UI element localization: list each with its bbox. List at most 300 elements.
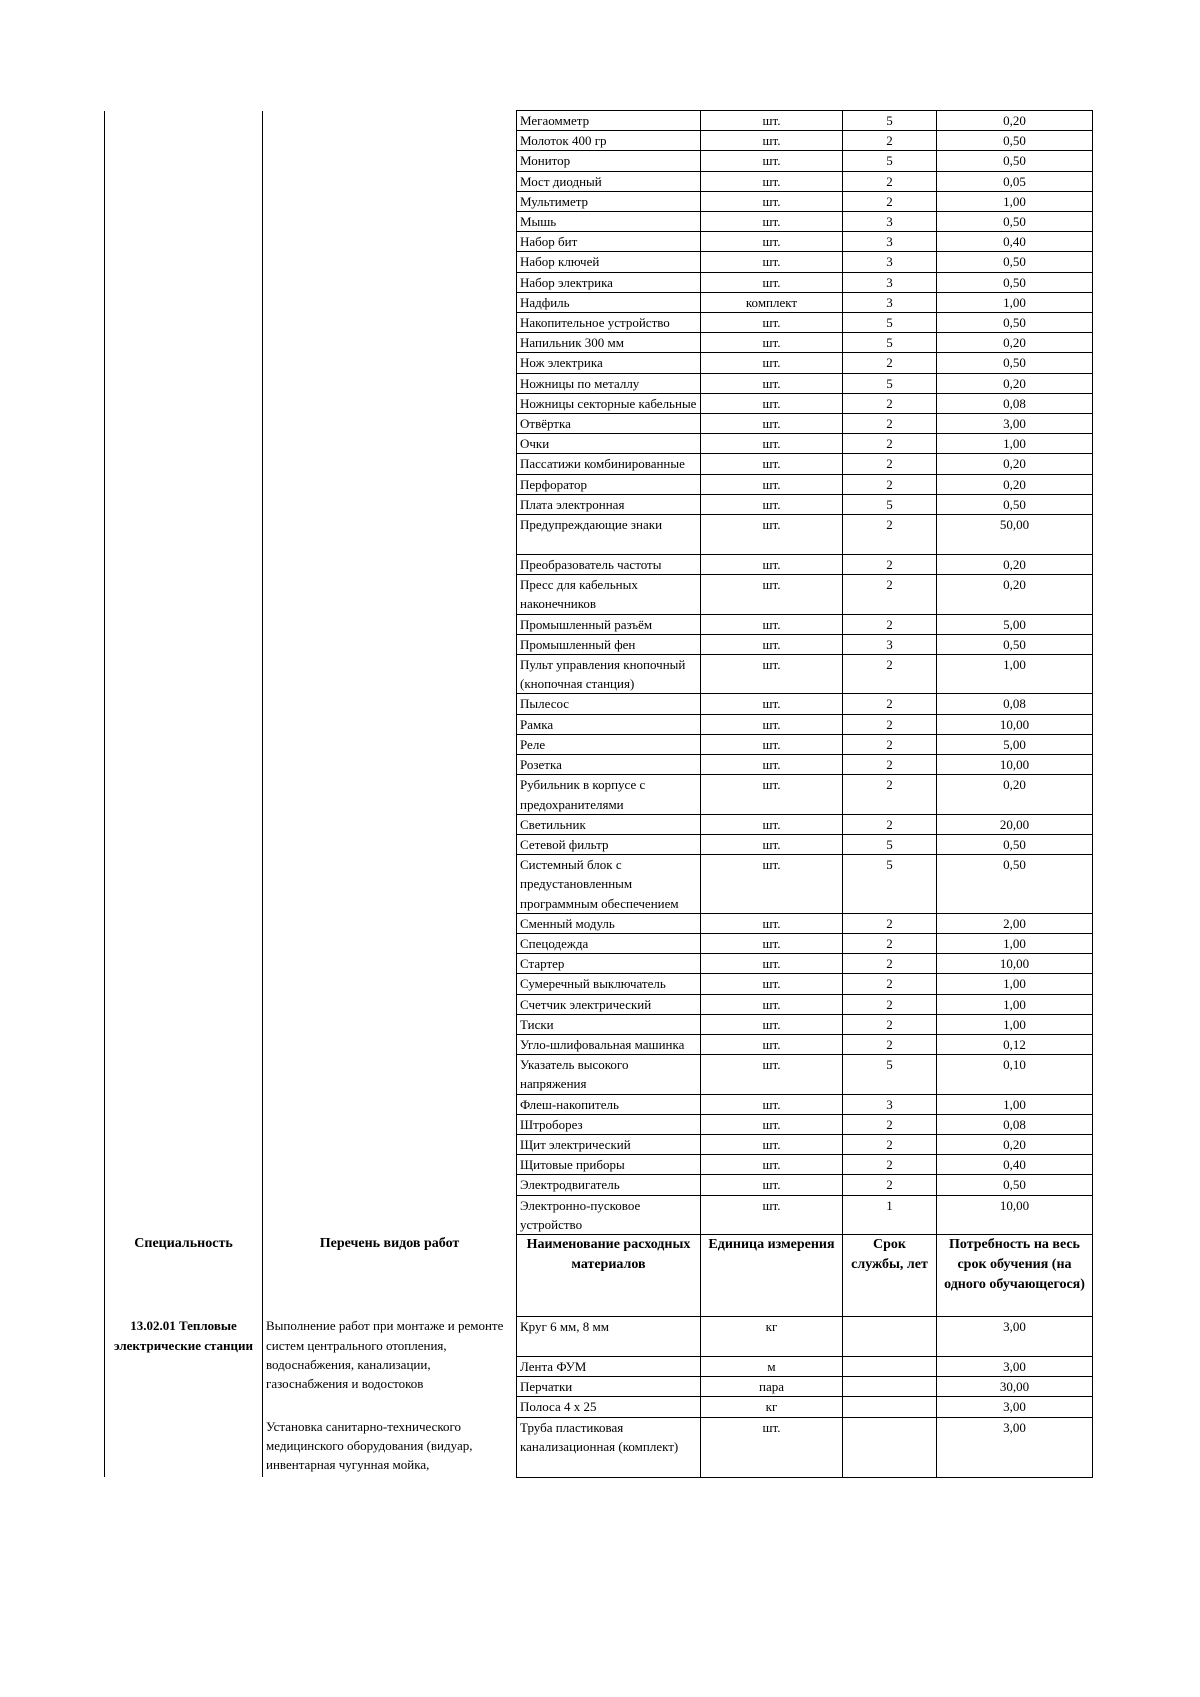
material-unit: шт. bbox=[701, 252, 843, 272]
material-life: 5 bbox=[843, 1055, 937, 1094]
table-row bbox=[105, 954, 1093, 974]
material-life: 2 bbox=[843, 1155, 937, 1175]
specialty-cell-empty bbox=[105, 714, 263, 734]
material-life: 2 bbox=[843, 954, 937, 974]
material-life: 2 bbox=[843, 474, 937, 494]
table-row bbox=[105, 313, 1093, 333]
work-cell-empty bbox=[263, 933, 517, 953]
material-life: 2 bbox=[843, 393, 937, 413]
material-life: 5 bbox=[843, 313, 937, 333]
work-cell-empty bbox=[263, 353, 517, 373]
material-name: Электродвигатель bbox=[517, 1175, 701, 1195]
specialty-cell-empty bbox=[105, 913, 263, 933]
table-row bbox=[105, 171, 1093, 191]
work-cell-empty bbox=[263, 1055, 517, 1094]
specialty-cell-empty bbox=[105, 1134, 263, 1154]
material-unit: шт. bbox=[701, 933, 843, 953]
material-name: Полоса 4 х 25 bbox=[517, 1397, 701, 1417]
material-life: 2 bbox=[843, 434, 937, 454]
material-need: 0,50 bbox=[937, 494, 1093, 514]
work-cell-empty bbox=[263, 1155, 517, 1175]
specialty-cell-empty bbox=[105, 252, 263, 272]
material-life: 2 bbox=[843, 515, 937, 555]
material-unit: шт. bbox=[701, 1055, 843, 1094]
material-unit: шт. bbox=[701, 614, 843, 634]
materials-table bbox=[104, 110, 1093, 1478]
material-life: 2 bbox=[843, 714, 937, 734]
material-name: Набор бит bbox=[517, 232, 701, 252]
material-life: 2 bbox=[843, 454, 937, 474]
material-need: 1,00 bbox=[937, 1014, 1093, 1034]
specialty-cell-empty bbox=[105, 272, 263, 292]
material-life: 2 bbox=[843, 1134, 937, 1154]
material-name: Отвёртка bbox=[517, 414, 701, 434]
material-life: 2 bbox=[843, 974, 937, 994]
material-life: 5 bbox=[843, 855, 937, 914]
material-need: 0,50 bbox=[937, 313, 1093, 333]
material-need: 50,00 bbox=[937, 515, 1093, 555]
table-row bbox=[105, 1114, 1093, 1134]
material-unit: шт. bbox=[701, 232, 843, 252]
work-cell-empty bbox=[263, 131, 517, 151]
table-body-continued bbox=[105, 111, 1093, 1235]
table-row bbox=[105, 913, 1093, 933]
table-row bbox=[105, 834, 1093, 854]
material-unit: шт. bbox=[701, 434, 843, 454]
specialty-cell-empty bbox=[105, 131, 263, 151]
material-unit: шт. bbox=[701, 1094, 843, 1114]
specialty-cell-empty bbox=[105, 111, 263, 131]
work-cell-empty bbox=[263, 151, 517, 171]
work-cell-empty bbox=[263, 232, 517, 252]
material-need: 30,00 bbox=[937, 1377, 1093, 1397]
work-cell-empty bbox=[263, 734, 517, 754]
table-row bbox=[105, 373, 1093, 393]
material-need: 3,00 bbox=[937, 1316, 1093, 1356]
work-cell-empty bbox=[263, 1175, 517, 1195]
specialty-cell-empty bbox=[105, 834, 263, 854]
material-unit: шт. bbox=[701, 454, 843, 474]
specialty-cell-empty bbox=[105, 1114, 263, 1134]
specialty-cell-empty bbox=[105, 694, 263, 714]
table-row bbox=[105, 414, 1093, 434]
material-need: 1,00 bbox=[937, 191, 1093, 211]
header-unit: Единица измерения bbox=[701, 1234, 843, 1316]
specialty-cell-empty bbox=[105, 393, 263, 413]
material-life bbox=[843, 1397, 937, 1417]
header-specialty: Специальность bbox=[105, 1234, 263, 1316]
material-life: 2 bbox=[843, 814, 937, 834]
work-cell-empty bbox=[263, 775, 517, 814]
material-life: 2 bbox=[843, 994, 937, 1014]
specialty-cell-empty bbox=[105, 1195, 263, 1234]
material-name: Стартер bbox=[517, 954, 701, 974]
work-cell-empty bbox=[263, 171, 517, 191]
specialty-cell-empty bbox=[105, 1155, 263, 1175]
material-name: Тиски bbox=[517, 1014, 701, 1034]
material-unit: шт. bbox=[701, 655, 843, 694]
material-unit: шт. bbox=[701, 954, 843, 974]
material-unit: шт. bbox=[701, 734, 843, 754]
material-need: 3,00 bbox=[937, 414, 1093, 434]
material-unit: шт. bbox=[701, 913, 843, 933]
material-need: 0,50 bbox=[937, 131, 1093, 151]
table-row bbox=[105, 933, 1093, 953]
material-name: Розетка bbox=[517, 755, 701, 775]
work-cell-empty bbox=[263, 694, 517, 714]
material-need: 0,20 bbox=[937, 1134, 1093, 1154]
specialty-cell-empty bbox=[105, 614, 263, 634]
material-need: 1,00 bbox=[937, 933, 1093, 953]
material-life: 2 bbox=[843, 734, 937, 754]
material-name: Круг 6 мм, 8 мм bbox=[517, 1316, 701, 1356]
table-row bbox=[105, 333, 1093, 353]
material-name: Счетчик электрический bbox=[517, 994, 701, 1014]
work-cell-empty bbox=[263, 313, 517, 333]
material-life: 2 bbox=[843, 414, 937, 434]
work-cell-empty bbox=[263, 954, 517, 974]
material-need: 0,20 bbox=[937, 775, 1093, 814]
material-life: 5 bbox=[843, 373, 937, 393]
material-life bbox=[843, 1417, 937, 1477]
table-row bbox=[105, 252, 1093, 272]
material-name: Электронно-пусковое устройство bbox=[517, 1195, 701, 1234]
material-unit: шт. bbox=[701, 575, 843, 614]
specialty-cell-empty bbox=[105, 454, 263, 474]
material-unit: шт. bbox=[701, 1175, 843, 1195]
material-need: 0,50 bbox=[937, 151, 1093, 171]
material-name: Пульт управления кнопочный (кнопочная станция) bbox=[517, 655, 701, 694]
material-unit: шт. bbox=[701, 353, 843, 373]
material-life: 2 bbox=[843, 1175, 937, 1195]
material-unit: шт. bbox=[701, 414, 843, 434]
material-need: 0,20 bbox=[937, 111, 1093, 131]
material-need: 3,00 bbox=[937, 1417, 1093, 1477]
material-need: 0,12 bbox=[937, 1034, 1093, 1054]
table-row bbox=[105, 614, 1093, 634]
work-cell-empty bbox=[263, 1195, 517, 1234]
table-row bbox=[105, 272, 1093, 292]
specialty-cell-empty bbox=[105, 474, 263, 494]
specialty-cell-empty bbox=[105, 734, 263, 754]
material-unit: шт. bbox=[701, 494, 843, 514]
specialty-cell-empty bbox=[105, 434, 263, 454]
material-unit: пара bbox=[701, 1377, 843, 1397]
material-life: 2 bbox=[843, 555, 937, 575]
work-type-1: Выполнение работ при монтаже и ремонте систем центрального отопления, водоснабжения, канализации, газоснабжения и водостоков bbox=[263, 1316, 517, 1417]
material-unit: шт. bbox=[701, 1155, 843, 1175]
specialty-cell-empty bbox=[105, 855, 263, 914]
table-row bbox=[105, 694, 1093, 714]
material-name: Накопительное устройство bbox=[517, 313, 701, 333]
header-materials: Наименование расходных материалов bbox=[517, 1234, 701, 1316]
work-cell-empty bbox=[263, 555, 517, 575]
material-life: 2 bbox=[843, 353, 937, 373]
table-row bbox=[105, 1014, 1093, 1034]
specialty-cell-empty bbox=[105, 634, 263, 654]
specialty-cell-empty bbox=[105, 954, 263, 974]
material-need: 0,08 bbox=[937, 1114, 1093, 1134]
material-need: 20,00 bbox=[937, 814, 1093, 834]
material-life: 2 bbox=[843, 775, 937, 814]
material-name: Мультиметр bbox=[517, 191, 701, 211]
material-life: 2 bbox=[843, 1014, 937, 1034]
material-need: 0,50 bbox=[937, 272, 1093, 292]
work-cell-empty bbox=[263, 1034, 517, 1054]
material-need: 3,00 bbox=[937, 1356, 1093, 1376]
work-cell-empty bbox=[263, 333, 517, 353]
material-need: 10,00 bbox=[937, 1195, 1093, 1234]
material-need: 0,20 bbox=[937, 555, 1093, 575]
table-row bbox=[105, 974, 1093, 994]
work-cell-empty bbox=[263, 814, 517, 834]
material-name: Плата электронная bbox=[517, 494, 701, 514]
material-name: Надфиль bbox=[517, 292, 701, 312]
material-life: 3 bbox=[843, 634, 937, 654]
header-life: Срок службы, лет bbox=[843, 1234, 937, 1316]
material-need: 0,40 bbox=[937, 232, 1093, 252]
material-need: 5,00 bbox=[937, 734, 1093, 754]
material-name: Труба пластиковая канализационная (комплект) bbox=[517, 1417, 701, 1477]
material-unit: шт. bbox=[701, 834, 843, 854]
material-name: Угло-шлифовальная машинка bbox=[517, 1034, 701, 1054]
material-name: Ножницы по металлу bbox=[517, 373, 701, 393]
material-name: Указатель высокого напряжения bbox=[517, 1055, 701, 1094]
work-cell-empty bbox=[263, 212, 517, 232]
material-need: 0,40 bbox=[937, 1155, 1093, 1175]
work-cell-empty bbox=[263, 1094, 517, 1114]
material-life: 2 bbox=[843, 171, 937, 191]
material-life: 3 bbox=[843, 292, 937, 312]
specialty-cell-empty bbox=[105, 1034, 263, 1054]
material-name: Преобразователь частоты bbox=[517, 555, 701, 575]
material-unit: шт. bbox=[701, 555, 843, 575]
work-cell-empty bbox=[263, 111, 517, 131]
material-unit: шт. bbox=[701, 1134, 843, 1154]
material-name: Реле bbox=[517, 734, 701, 754]
material-life: 2 bbox=[843, 655, 937, 694]
material-life bbox=[843, 1356, 937, 1376]
material-name: Пассатижи комбинированные bbox=[517, 454, 701, 474]
material-need: 1,00 bbox=[937, 655, 1093, 694]
table-row bbox=[105, 454, 1093, 474]
material-need: 0,08 bbox=[937, 694, 1093, 714]
material-need: 0,20 bbox=[937, 454, 1093, 474]
work-cell-empty bbox=[263, 1114, 517, 1134]
material-name: Пресс для кабельных наконечников bbox=[517, 575, 701, 614]
material-unit: шт. bbox=[701, 313, 843, 333]
work-cell-empty bbox=[263, 655, 517, 694]
material-unit: шт. bbox=[701, 634, 843, 654]
material-life: 3 bbox=[843, 252, 937, 272]
material-unit: шт. bbox=[701, 212, 843, 232]
material-name: Промышленный фен bbox=[517, 634, 701, 654]
specialty-cell-empty bbox=[105, 353, 263, 373]
table-row bbox=[105, 1134, 1093, 1154]
material-need: 0,50 bbox=[937, 634, 1093, 654]
material-name: Перчатки bbox=[517, 1377, 701, 1397]
material-name: Рубильник в корпусе с предохранителями bbox=[517, 775, 701, 814]
material-name: Ножницы секторные кабельные bbox=[517, 393, 701, 413]
material-unit: шт. bbox=[701, 171, 843, 191]
specialty-cell-empty bbox=[105, 333, 263, 353]
work-cell-empty bbox=[263, 855, 517, 914]
material-need: 0,50 bbox=[937, 353, 1093, 373]
material-need: 0,50 bbox=[937, 252, 1093, 272]
material-name: Набор ключей bbox=[517, 252, 701, 272]
header-works: Перечень видов работ bbox=[263, 1234, 517, 1316]
work-cell-empty bbox=[263, 913, 517, 933]
material-unit: комплект bbox=[701, 292, 843, 312]
material-need: 0,50 bbox=[937, 834, 1093, 854]
material-life bbox=[843, 1316, 937, 1356]
table-row bbox=[105, 1155, 1093, 1175]
table-row bbox=[105, 855, 1093, 914]
table-row bbox=[105, 1094, 1093, 1114]
material-life: 2 bbox=[843, 131, 937, 151]
material-name: Системный блок с предустановленным программным обеспечением bbox=[517, 855, 701, 914]
work-cell-empty bbox=[263, 191, 517, 211]
material-need: 0,50 bbox=[937, 1175, 1093, 1195]
specialty-cell-empty bbox=[105, 1094, 263, 1114]
material-life: 3 bbox=[843, 1094, 937, 1114]
material-unit: шт. bbox=[701, 1114, 843, 1134]
table-row bbox=[105, 292, 1093, 312]
table-row bbox=[105, 212, 1093, 232]
table-row bbox=[105, 151, 1093, 171]
material-unit: шт. bbox=[701, 755, 843, 775]
material-unit: шт. bbox=[701, 1417, 843, 1477]
work-cell-empty bbox=[263, 454, 517, 474]
work-cell-empty bbox=[263, 292, 517, 312]
table-row bbox=[105, 232, 1093, 252]
work-cell-empty bbox=[263, 373, 517, 393]
material-life: 5 bbox=[843, 111, 937, 131]
material-need: 1,00 bbox=[937, 1094, 1093, 1114]
table-row bbox=[105, 1175, 1093, 1195]
material-unit: шт. bbox=[701, 151, 843, 171]
specialty-cell-empty bbox=[105, 1055, 263, 1094]
material-need: 0,20 bbox=[937, 575, 1093, 614]
table-row bbox=[105, 634, 1093, 654]
specialty-cell-empty bbox=[105, 555, 263, 575]
material-name: Набор электрика bbox=[517, 272, 701, 292]
work-cell-empty bbox=[263, 994, 517, 1014]
material-life: 2 bbox=[843, 191, 937, 211]
specialty-cell-empty bbox=[105, 292, 263, 312]
material-unit: шт. bbox=[701, 814, 843, 834]
material-name: Штроборез bbox=[517, 1114, 701, 1134]
table-row bbox=[105, 1034, 1093, 1054]
specialty-cell-empty bbox=[105, 494, 263, 514]
work-cell-empty bbox=[263, 434, 517, 454]
material-unit: шт. bbox=[701, 111, 843, 131]
material-need: 10,00 bbox=[937, 714, 1093, 734]
material-life: 3 bbox=[843, 272, 937, 292]
table-row bbox=[105, 1417, 1093, 1477]
material-unit: шт. bbox=[701, 694, 843, 714]
specialty-cell-empty bbox=[105, 775, 263, 814]
material-unit: шт. bbox=[701, 1034, 843, 1054]
material-name: Сумеречный выключатель bbox=[517, 974, 701, 994]
material-life: 2 bbox=[843, 933, 937, 953]
table-row bbox=[105, 714, 1093, 734]
header-row bbox=[105, 1234, 1093, 1316]
header-need: Потребность на весь срок обучения (на одного обучающегося) bbox=[937, 1234, 1093, 1316]
specialty-cell-empty bbox=[105, 933, 263, 953]
material-life: 5 bbox=[843, 494, 937, 514]
work-cell-empty bbox=[263, 252, 517, 272]
material-need: 0,05 bbox=[937, 171, 1093, 191]
material-name: Сетевой фильтр bbox=[517, 834, 701, 854]
material-name: Флеш-накопитель bbox=[517, 1094, 701, 1114]
table-row bbox=[105, 1195, 1093, 1234]
material-need: 0,10 bbox=[937, 1055, 1093, 1094]
material-name: Очки bbox=[517, 434, 701, 454]
material-need: 1,00 bbox=[937, 434, 1093, 454]
table-row bbox=[105, 655, 1093, 694]
specialty-cell-empty bbox=[105, 515, 263, 555]
specialty-cell-empty bbox=[105, 655, 263, 694]
material-name: Щитовые приборы bbox=[517, 1155, 701, 1175]
table-row bbox=[105, 494, 1093, 514]
material-unit: шт. bbox=[701, 272, 843, 292]
material-name: Рамка bbox=[517, 714, 701, 734]
table-row bbox=[105, 994, 1093, 1014]
material-unit: шт. bbox=[701, 373, 843, 393]
material-name: Промышленный разъём bbox=[517, 614, 701, 634]
material-life bbox=[843, 1377, 937, 1397]
work-cell-empty bbox=[263, 1014, 517, 1034]
material-need: 1,00 bbox=[937, 292, 1093, 312]
table-header bbox=[105, 1234, 1093, 1316]
material-name: Щит электрический bbox=[517, 1134, 701, 1154]
table-row bbox=[105, 474, 1093, 494]
material-unit: шт. bbox=[701, 775, 843, 814]
table-body-section bbox=[105, 1316, 1093, 1477]
material-name: Сменный модуль bbox=[517, 913, 701, 933]
work-cell-empty bbox=[263, 414, 517, 434]
work-cell-empty bbox=[263, 974, 517, 994]
material-name: Монитор bbox=[517, 151, 701, 171]
material-need: 0,50 bbox=[937, 212, 1093, 232]
table-row bbox=[105, 1055, 1093, 1094]
material-unit: м bbox=[701, 1356, 843, 1376]
specialty-cell-empty bbox=[105, 1417, 263, 1477]
table-row bbox=[105, 515, 1093, 555]
material-name: Напильник 300 мм bbox=[517, 333, 701, 353]
material-unit: шт. bbox=[701, 855, 843, 914]
material-need: 0,20 bbox=[937, 373, 1093, 393]
table-row bbox=[105, 131, 1093, 151]
material-name: Мост диодный bbox=[517, 171, 701, 191]
material-name: Молоток 400 гр bbox=[517, 131, 701, 151]
work-cell-empty bbox=[263, 272, 517, 292]
specialty-cell-empty bbox=[105, 575, 263, 614]
material-name: Светильник bbox=[517, 814, 701, 834]
material-life: 3 bbox=[843, 232, 937, 252]
material-name: Мышь bbox=[517, 212, 701, 232]
material-unit: шт. bbox=[701, 515, 843, 555]
table-row bbox=[105, 353, 1093, 373]
table-row bbox=[105, 555, 1093, 575]
work-cell-empty bbox=[263, 494, 517, 514]
material-life: 2 bbox=[843, 614, 937, 634]
specialty-cell-empty bbox=[105, 232, 263, 252]
material-unit: шт. bbox=[701, 1014, 843, 1034]
specialty-cell-empty bbox=[105, 373, 263, 393]
table-row bbox=[105, 814, 1093, 834]
